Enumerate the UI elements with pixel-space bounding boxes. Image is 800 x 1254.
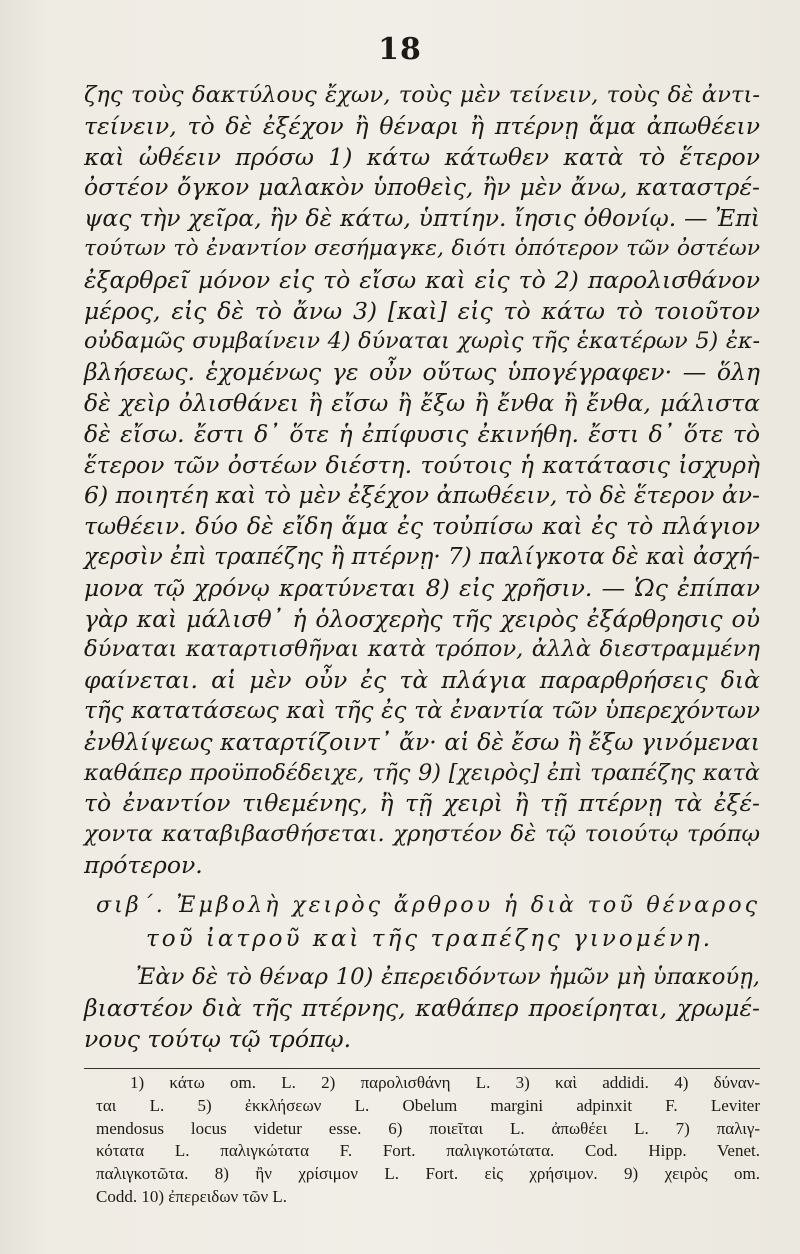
paragraph-text-block [84, 962, 760, 1054]
text-line: δὲ χεὶρ ὀλισθάνει ἢ εἴσω ἢ ἔξω ἢ ἔνθα ἢ ἔνθα, μάλιστα [84, 388, 760, 417]
text-line: ψας τὴν χεῖρα, ἢν δὲ κάτω, ὑπτίην. ἴησις ὀθονίῳ. — Ἐπὶ [84, 204, 760, 233]
text-line: γὰρ καὶ μάλισθ᾽ ἡ ὁλοσχερὴς τῆς χειρὸς ἐξάρθρησις οὐ [84, 604, 760, 633]
text-line: τῆς κατατάσεως καὶ τῆς ἐς τὰ ἐναντία τῶν ὑπερεχόντων [84, 697, 760, 724]
text-line: μονα τῷ χρόνῳ κρατύνεται 8) εἰς χρῆσιν. — Ὡς ἐπίπαν [84, 573, 760, 602]
footnotes [96, 1072, 760, 1209]
text-line: τείνειν, τὸ δὲ ἐξέχον ἢ θέναρι ἢ πτέρνῃ ἅμα ἀπωθέειν [84, 111, 760, 140]
text-line: χερσὶν ἐπὶ τραπέζης ἢ πτέρνῃ· 7) παλίγκοτα δὲ καὶ ἀσχή- [84, 543, 760, 570]
text-line: χοντα καταβιβασθήσεται. χρηστέον δὲ τῷ τοιούτῳ τρόπῳ [84, 821, 760, 848]
footnote-line: Codd. 10) ἐπερειδων τῶν L. [96, 1186, 288, 1206]
text-line: βιαστέον διὰ τῆς πτέρνης, καθάπερ προείρηται, χρωμέ- [84, 993, 760, 1022]
main-text-block [84, 80, 760, 881]
text-line: τούτων τὸ ἐναντίον σεσήμαγκε, διότι ὁπότερον τῶν ὀστέων [84, 235, 760, 261]
text-line: 6) ποιητέη καὶ τὸ μὲν ἐξέχον ἀπωθέειν, τὸ δὲ ἕτερον ἀν- [84, 481, 760, 510]
text-line: τὸ ἐναντίον τιθεμένης, ἢ τῇ χειρὶ ἢ τῇ πτέρνῃ τὰ ἐξέ- [84, 789, 760, 818]
text-line: τωθέειν. δύο δὲ εἴδη ἅμα ἐς τοὐπίσω καὶ ἐς τὸ πλάγιον [84, 512, 760, 541]
text-line: καθάπερ προϋποδέδειχε, τῆς 9) [χειρὸς] ἐπὶ τραπέζης κατὰ [84, 759, 760, 786]
text-line: νους τούτῳ τῷ τρόπῳ. [84, 1024, 352, 1053]
footnote-line: κότατα L. παλιγκώτατα F. Fort. παλιγκοτώτατα. Cod. Hipp. Venet. [96, 1141, 760, 1161]
footnote-line: παλιγκοτῶτα. 8) ἢν χρίσιμον L. Fort. εἰς χρήσιμον. 9) χειρὸς om. [96, 1164, 760, 1184]
section-heading-line: τοῦ ἰατροῦ καὶ τῆς τραπέζης γινομένη. [146, 926, 714, 952]
footnote-line: mendosus locus videtur esse. 6) ποιεῖται L. ἀπωθέει L. 7) παλιγ- [96, 1118, 760, 1138]
text-line: καὶ ὠθέειν πρόσω 1) κάτω κάτωθεν κατὰ τὸ ἕτερον [84, 142, 760, 171]
text-line: δύναται καταρτισθῆναι κατὰ τρόπον, ἀλλὰ διεστραμμένη [84, 636, 760, 663]
text-line: ὀστέον ὄγκον μαλακὸν ὑποθεὶς, ἢν μὲν ἄνω, καταστρέ- [84, 173, 760, 202]
text-line: οὐδαμῶς συμβαίνειν 4) δύναται χωρὶς τῆς ἑκατέρων 5) ἐκ- [84, 328, 760, 355]
text-line: Ἐὰν δὲ τὸ θέναρ 10) ἐπερειδόντων ἡμῶν μὴ ὑπακούῃ, [136, 964, 760, 990]
section-heading-line: σιβ´. Ἐμβολὴ χειρὸς ἄρθρου ἡ διὰ τοῦ θέναρος [96, 892, 760, 918]
text-line: ἐξαρθρεῖ μόνον εἰς τὸ εἴσω καὶ εἰς τὸ 2) παρολισθάνον [84, 265, 760, 294]
footnote-line: 1) κάτω om. L. 2) παρολισθάνη L. 3) καὶ addidi. 4) δύναν- [130, 1073, 760, 1092]
text-line: μέρος, εἰς δὲ τὸ ἄνω 3) [καὶ] εἰς τὸ κάτω τὸ τοιοῦτον [84, 296, 760, 325]
text-line: φαίνεται. αἱ μὲν οὖν ἐς τὰ πλάγια παραρθρήσεις διὰ [84, 666, 760, 695]
footnote-line: ται L. 5) ἐκκλήσεων L. Obelum margini adpinxit F. Leviter [96, 1095, 760, 1115]
text-line: δὲ εἴσω. ἔστι δ᾽ ὅτε ἡ ἐπίφυσις ἐκινήθη. ἔστι δ᾽ ὅτε τὸ [84, 419, 760, 448]
text-line: ζης τοὺς δακτύλους ἔχων, τοὺς μὲν τείνειν, τοὺς δὲ ἀντι- [84, 82, 760, 108]
footnote-divider [84, 1068, 760, 1069]
text-line: πρότερον. [84, 850, 203, 879]
text-line: ἐνθλίψεως καταρτίζοιντ᾽ ἄν· αἱ δὲ ἔσω ἢ ἔξω γινόμεναι [84, 727, 760, 756]
text-line: ἕτερον τῶν ὀστέων διέστη. τούτοις ἡ κατάτασις ἰσχυρὴ [84, 450, 760, 479]
page-number: 18 [378, 32, 422, 67]
text-line: βλήσεως. ἑχομένως γε οὖν οὕτως ὑπογέγραφεν· — ὅλη [84, 358, 760, 387]
section-heading [96, 888, 760, 956]
